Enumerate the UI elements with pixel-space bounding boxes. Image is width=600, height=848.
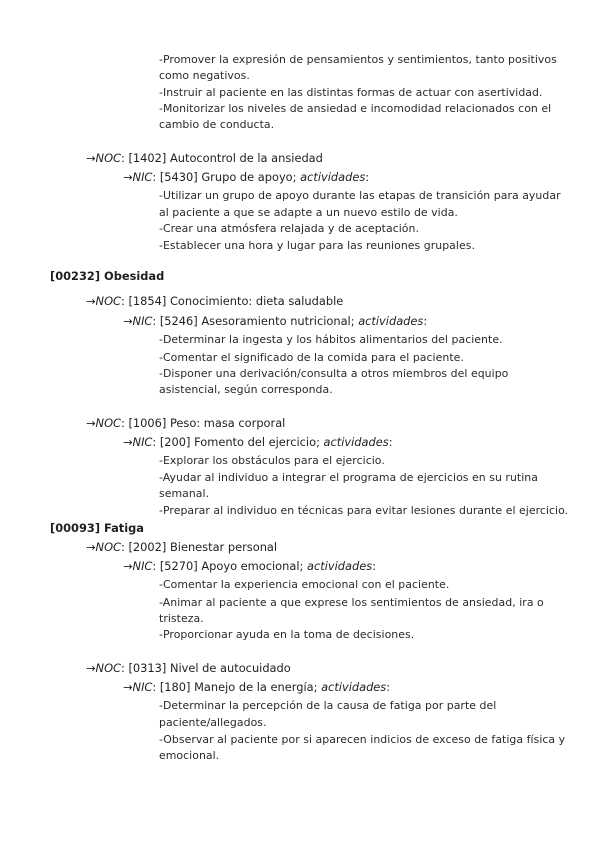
separator: : bbox=[121, 540, 129, 554]
noc-outcome bbox=[86, 293, 343, 309]
nic-text: [5430] Grupo de apoyo; bbox=[159, 170, 301, 184]
activity-line: -Observar al paciente por si aparecen indicios de exceso de fatiga física y bbox=[159, 733, 566, 746]
activities-label: actividades bbox=[321, 680, 387, 694]
nic-label: NIC bbox=[132, 559, 153, 573]
activity-line: semanal. bbox=[159, 487, 210, 500]
colon: : bbox=[423, 314, 428, 328]
nic-text: [180] Manejo de la energía; bbox=[159, 680, 322, 694]
colon: : bbox=[372, 559, 376, 573]
activity-line: -Animar al paciente a que exprese los sentimientos de ansiedad, ira o bbox=[159, 596, 544, 609]
activity-line: -Instruir al paciente en las distintas formas de actuar con asertividad. bbox=[159, 86, 543, 99]
activity-line: -Ayudar al individuo a integrar el programa de ejercicios en su rutina bbox=[159, 471, 538, 484]
activity-line: asistencial, según corresponda. bbox=[159, 383, 333, 396]
noc-label: NOC bbox=[95, 416, 121, 430]
noc-text: [1854] Conocimiento: dieta saludable bbox=[128, 294, 344, 308]
nic-intervention bbox=[123, 434, 393, 450]
nic-intervention bbox=[123, 679, 390, 695]
arrow-icon: → bbox=[123, 559, 133, 573]
colon: : bbox=[365, 170, 370, 184]
nic-intervention bbox=[123, 169, 369, 185]
activity-line: -Monitorizar los niveles de ansiedad e incomodidad relacionados con el bbox=[159, 102, 552, 115]
separator: : bbox=[121, 151, 129, 165]
activity-line: -Disponer una derivación/consulta a otros miembros del equipo bbox=[159, 367, 509, 380]
activity-line: -Determinar la percepción de la causa de fatiga por parte del bbox=[159, 699, 497, 712]
noc-text: [0313] Nivel de autocuidado bbox=[128, 661, 291, 675]
separator: : bbox=[152, 170, 160, 184]
noc-text: [1402] Autocontrol de la ansiedad bbox=[128, 151, 323, 165]
activity-line: -Determinar la ingesta y los hábitos alimentarios del paciente. bbox=[159, 333, 503, 346]
arrow-icon: → bbox=[123, 314, 133, 328]
diagnosis-heading: [00232] Obesidad bbox=[50, 269, 165, 283]
arrow-icon: → bbox=[86, 661, 96, 675]
activity-line: tristeza. bbox=[159, 612, 204, 625]
noc-text: [2002] Bienestar personal bbox=[128, 540, 278, 554]
separator: : bbox=[121, 416, 129, 430]
activity-line: -Establecer una hora y lugar para las reuniones grupales. bbox=[159, 239, 475, 252]
arrow-icon: → bbox=[86, 151, 96, 165]
colon: : bbox=[386, 680, 391, 694]
activity-line: -Explorar los obstáculos para el ejercicio. bbox=[159, 454, 385, 467]
activities-label: actividades bbox=[300, 170, 366, 184]
activity-line: emocional. bbox=[159, 749, 220, 762]
separator: : bbox=[152, 559, 160, 573]
nic-label: NIC bbox=[132, 314, 153, 328]
arrow-icon: → bbox=[86, 294, 96, 308]
noc-text: [1006] Peso: masa corporal bbox=[128, 416, 286, 430]
activity-line: -Crear una atmósfera relajada y de aceptación. bbox=[159, 222, 419, 235]
separator: : bbox=[121, 661, 129, 675]
activities-label: actividades bbox=[306, 559, 373, 573]
noc-outcome bbox=[86, 539, 277, 555]
activity-line: paciente/allegados. bbox=[159, 716, 267, 729]
activity-line: -Proporcionar ayuda en la toma de decisiones. bbox=[159, 628, 415, 641]
activity-line: -Preparar al individuo en técnicas para evitar lesiones durante el ejercicio. bbox=[159, 504, 569, 517]
activities-label: actividades bbox=[358, 314, 424, 328]
activity-line: -Utilizar un grupo de apoyo durante las etapas de transición para ayudar bbox=[159, 189, 561, 202]
arrow-icon: → bbox=[86, 416, 96, 430]
arrow-icon: → bbox=[123, 435, 133, 449]
nic-intervention bbox=[123, 313, 427, 329]
nic-text: [5246] Asesoramiento nutricional; bbox=[159, 314, 359, 328]
arrow-icon: → bbox=[123, 170, 133, 184]
nic-label: NIC bbox=[132, 680, 153, 694]
activity-line: al paciente a que se adapte a un nuevo estilo de vida. bbox=[159, 206, 458, 219]
nic-label: NIC bbox=[132, 170, 153, 184]
nic-label: NIC bbox=[132, 435, 153, 449]
activity-line: -Comentar la experiencia emocional con el paciente. bbox=[159, 578, 450, 591]
separator: : bbox=[152, 435, 160, 449]
activity-line: -Comentar el significado de la comida para el paciente. bbox=[159, 351, 464, 364]
activity-line: -Promover la expresión de pensamientos y sentimientos, tanto positivos bbox=[159, 53, 557, 66]
noc-outcome bbox=[86, 660, 291, 676]
diagnosis-heading: [00093] Fatiga bbox=[50, 521, 144, 535]
activities-label: actividades bbox=[323, 435, 389, 449]
nic-text: [200] Fomento del ejercicio; bbox=[159, 435, 324, 449]
noc-label: NOC bbox=[95, 294, 121, 308]
separator: : bbox=[121, 294, 129, 308]
arrow-icon: → bbox=[123, 680, 133, 694]
noc-label: NOC bbox=[95, 661, 121, 675]
noc-label: NOC bbox=[95, 540, 121, 554]
noc-label: NOC bbox=[95, 151, 121, 165]
activity-line: cambio de conducta. bbox=[159, 118, 275, 131]
separator: : bbox=[152, 314, 160, 328]
arrow-icon: → bbox=[86, 540, 96, 554]
nic-intervention bbox=[123, 558, 376, 574]
activity-line: como negativos. bbox=[159, 69, 250, 82]
nic-text: [5270] Apoyo emocional; bbox=[159, 559, 307, 573]
separator: : bbox=[152, 680, 160, 694]
noc-outcome bbox=[86, 150, 323, 166]
noc-outcome bbox=[86, 415, 285, 431]
colon: : bbox=[388, 435, 393, 449]
